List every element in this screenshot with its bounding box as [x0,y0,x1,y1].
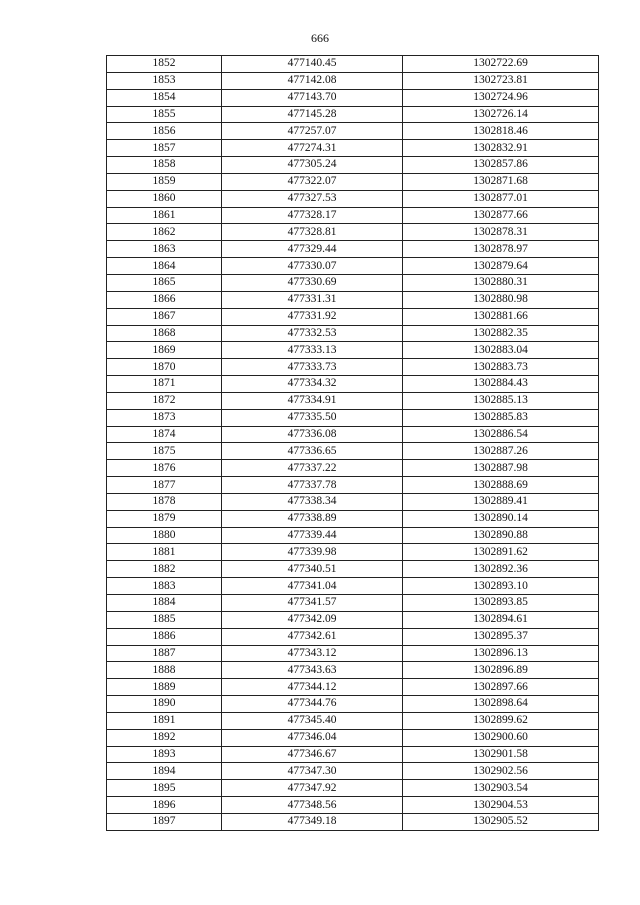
x-coordinate-cell: 477142.08 [222,72,403,89]
y-coordinate-cell: 1302885.13 [403,392,599,409]
table-row [107,224,599,241]
point-number-cell: 1864 [107,258,222,275]
x-coordinate-cell: 477328.81 [222,224,403,241]
y-coordinate-cell: 1302901.58 [403,746,599,763]
x-coordinate-cell: 477347.30 [222,763,403,780]
x-coordinate-cell: 477322.07 [222,173,403,190]
table-row [107,662,599,679]
point-number-cell: 1873 [107,409,222,426]
table-row [107,258,599,275]
table-row [107,510,599,527]
y-coordinate-cell: 1302890.14 [403,510,599,527]
table-row [107,89,599,106]
point-number-cell: 1879 [107,510,222,527]
point-number-cell: 1885 [107,611,222,628]
point-number-cell: 1897 [107,813,222,830]
x-coordinate-cell: 477338.34 [222,493,403,510]
table-row [107,746,599,763]
point-number-cell: 1870 [107,359,222,376]
table-row [107,123,599,140]
y-coordinate-cell: 1302857.86 [403,157,599,174]
y-coordinate-cell: 1302887.26 [403,443,599,460]
point-number-cell: 1887 [107,645,222,662]
point-number-cell: 1871 [107,376,222,393]
table-row [107,797,599,814]
table-row [107,106,599,123]
point-number-cell: 1869 [107,342,222,359]
y-coordinate-cell: 1302877.01 [403,190,599,207]
coordinates-table [106,55,599,831]
point-number-cell: 1857 [107,140,222,157]
x-coordinate-cell: 477342.09 [222,611,403,628]
x-coordinate-cell: 477347.92 [222,780,403,797]
table-row [107,628,599,645]
y-coordinate-cell: 1302885.83 [403,409,599,426]
y-coordinate-cell: 1302883.04 [403,342,599,359]
point-number-cell: 1865 [107,274,222,291]
point-number-cell: 1875 [107,443,222,460]
point-number-cell: 1854 [107,89,222,106]
table-row [107,291,599,308]
y-coordinate-cell: 1302723.81 [403,72,599,89]
table-row [107,544,599,561]
y-coordinate-cell: 1302818.46 [403,123,599,140]
x-coordinate-cell: 477274.31 [222,140,403,157]
x-coordinate-cell: 477336.08 [222,426,403,443]
point-number-cell: 1890 [107,696,222,713]
y-coordinate-cell: 1302893.85 [403,595,599,612]
y-coordinate-cell: 1302886.54 [403,426,599,443]
point-number-cell: 1888 [107,662,222,679]
y-coordinate-cell: 1302888.69 [403,477,599,494]
table-row [107,207,599,224]
x-coordinate-cell: 477327.53 [222,190,403,207]
table-row [107,241,599,258]
table-row [107,729,599,746]
x-coordinate-cell: 477330.69 [222,274,403,291]
table-row [107,274,599,291]
table-row [107,813,599,830]
table-row [107,712,599,729]
table-row [107,190,599,207]
y-coordinate-cell: 1302897.66 [403,679,599,696]
x-coordinate-cell: 477345.40 [222,712,403,729]
y-coordinate-cell: 1302880.98 [403,291,599,308]
table-row [107,325,599,342]
x-coordinate-cell: 477140.45 [222,56,403,73]
point-number-cell: 1855 [107,106,222,123]
x-coordinate-cell: 477257.07 [222,123,403,140]
point-number-cell: 1880 [107,527,222,544]
point-number-cell: 1892 [107,729,222,746]
table-row [107,72,599,89]
y-coordinate-cell: 1302905.52 [403,813,599,830]
y-coordinate-cell: 1302880.31 [403,274,599,291]
x-coordinate-cell: 477331.92 [222,308,403,325]
y-coordinate-cell: 1302891.62 [403,544,599,561]
y-coordinate-cell: 1302896.89 [403,662,599,679]
table-row [107,308,599,325]
point-number-cell: 1860 [107,190,222,207]
x-coordinate-cell: 477305.24 [222,157,403,174]
table-row [107,460,599,477]
table-row [107,426,599,443]
point-number-cell: 1881 [107,544,222,561]
x-coordinate-cell: 477343.63 [222,662,403,679]
y-coordinate-cell: 1302883.73 [403,359,599,376]
x-coordinate-cell: 477330.07 [222,258,403,275]
x-coordinate-cell: 477338.89 [222,510,403,527]
y-coordinate-cell: 1302890.88 [403,527,599,544]
x-coordinate-cell: 477344.76 [222,696,403,713]
table-row [107,645,599,662]
table-row [107,763,599,780]
x-coordinate-cell: 477328.17 [222,207,403,224]
y-coordinate-cell: 1302726.14 [403,106,599,123]
point-number-cell: 1882 [107,561,222,578]
point-number-cell: 1859 [107,173,222,190]
page-number: 666 [311,31,329,45]
table-row [107,140,599,157]
table-row [107,611,599,628]
x-coordinate-cell: 477343.12 [222,645,403,662]
x-coordinate-cell: 477334.91 [222,392,403,409]
x-coordinate-cell: 477349.18 [222,813,403,830]
point-number-cell: 1852 [107,56,222,73]
y-coordinate-cell: 1302882.35 [403,325,599,342]
point-number-cell: 1896 [107,797,222,814]
point-number-cell: 1872 [107,392,222,409]
table-row [107,561,599,578]
x-coordinate-cell: 477335.50 [222,409,403,426]
y-coordinate-cell: 1302722.69 [403,56,599,73]
point-number-cell: 1862 [107,224,222,241]
x-coordinate-cell: 477339.44 [222,527,403,544]
x-coordinate-cell: 477341.04 [222,578,403,595]
point-number-cell: 1891 [107,712,222,729]
y-coordinate-cell: 1302724.96 [403,89,599,106]
x-coordinate-cell: 477334.32 [222,376,403,393]
y-coordinate-cell: 1302895.37 [403,628,599,645]
y-coordinate-cell: 1302894.61 [403,611,599,628]
x-coordinate-cell: 477339.98 [222,544,403,561]
point-number-cell: 1861 [107,207,222,224]
x-coordinate-cell: 477337.22 [222,460,403,477]
table-row [107,679,599,696]
table-row [107,595,599,612]
table-row [107,173,599,190]
point-number-cell: 1858 [107,157,222,174]
x-coordinate-cell: 477340.51 [222,561,403,578]
x-coordinate-cell: 477342.61 [222,628,403,645]
point-number-cell: 1884 [107,595,222,612]
point-number-cell: 1878 [107,493,222,510]
y-coordinate-cell: 1302871.68 [403,173,599,190]
x-coordinate-cell: 477346.04 [222,729,403,746]
y-coordinate-cell: 1302904.53 [403,797,599,814]
table-row [107,696,599,713]
y-coordinate-cell: 1302881.66 [403,308,599,325]
table-row [107,477,599,494]
table-row [107,578,599,595]
table-row [107,443,599,460]
y-coordinate-cell: 1302832.91 [403,140,599,157]
coordinates-table-body [107,56,599,831]
y-coordinate-cell: 1302900.60 [403,729,599,746]
x-coordinate-cell: 477145.28 [222,106,403,123]
y-coordinate-cell: 1302887.98 [403,460,599,477]
table-row [107,409,599,426]
y-coordinate-cell: 1302878.31 [403,224,599,241]
x-coordinate-cell: 477333.13 [222,342,403,359]
x-coordinate-cell: 477331.31 [222,291,403,308]
y-coordinate-cell: 1302903.54 [403,780,599,797]
y-coordinate-cell: 1302878.97 [403,241,599,258]
x-coordinate-cell: 477329.44 [222,241,403,258]
x-coordinate-cell: 477336.65 [222,443,403,460]
point-number-cell: 1867 [107,308,222,325]
point-number-cell: 1886 [107,628,222,645]
table-row [107,376,599,393]
x-coordinate-cell: 477337.78 [222,477,403,494]
y-coordinate-cell: 1302902.56 [403,763,599,780]
table-row [107,493,599,510]
table-row [107,527,599,544]
point-number-cell: 1863 [107,241,222,258]
point-number-cell: 1866 [107,291,222,308]
y-coordinate-cell: 1302889.41 [403,493,599,510]
table-row [107,157,599,174]
x-coordinate-cell: 477332.53 [222,325,403,342]
y-coordinate-cell: 1302896.13 [403,645,599,662]
y-coordinate-cell: 1302899.62 [403,712,599,729]
table-row [107,780,599,797]
table-row [107,392,599,409]
y-coordinate-cell: 1302879.64 [403,258,599,275]
table-row [107,342,599,359]
point-number-cell: 1874 [107,426,222,443]
point-number-cell: 1894 [107,763,222,780]
point-number-cell: 1883 [107,578,222,595]
point-number-cell: 1893 [107,746,222,763]
x-coordinate-cell: 477344.12 [222,679,403,696]
x-coordinate-cell: 477333.73 [222,359,403,376]
point-number-cell: 1889 [107,679,222,696]
point-number-cell: 1856 [107,123,222,140]
y-coordinate-cell: 1302893.10 [403,578,599,595]
point-number-cell: 1877 [107,477,222,494]
point-number-cell: 1876 [107,460,222,477]
y-coordinate-cell: 1302892.36 [403,561,599,578]
y-coordinate-cell: 1302877.66 [403,207,599,224]
x-coordinate-cell: 477348.56 [222,797,403,814]
point-number-cell: 1895 [107,780,222,797]
y-coordinate-cell: 1302884.43 [403,376,599,393]
x-coordinate-cell: 477143.70 [222,89,403,106]
table-row [107,359,599,376]
y-coordinate-cell: 1302898.64 [403,696,599,713]
point-number-cell: 1853 [107,72,222,89]
table-row [107,56,599,73]
point-number-cell: 1868 [107,325,222,342]
x-coordinate-cell: 477341.57 [222,595,403,612]
x-coordinate-cell: 477346.67 [222,746,403,763]
